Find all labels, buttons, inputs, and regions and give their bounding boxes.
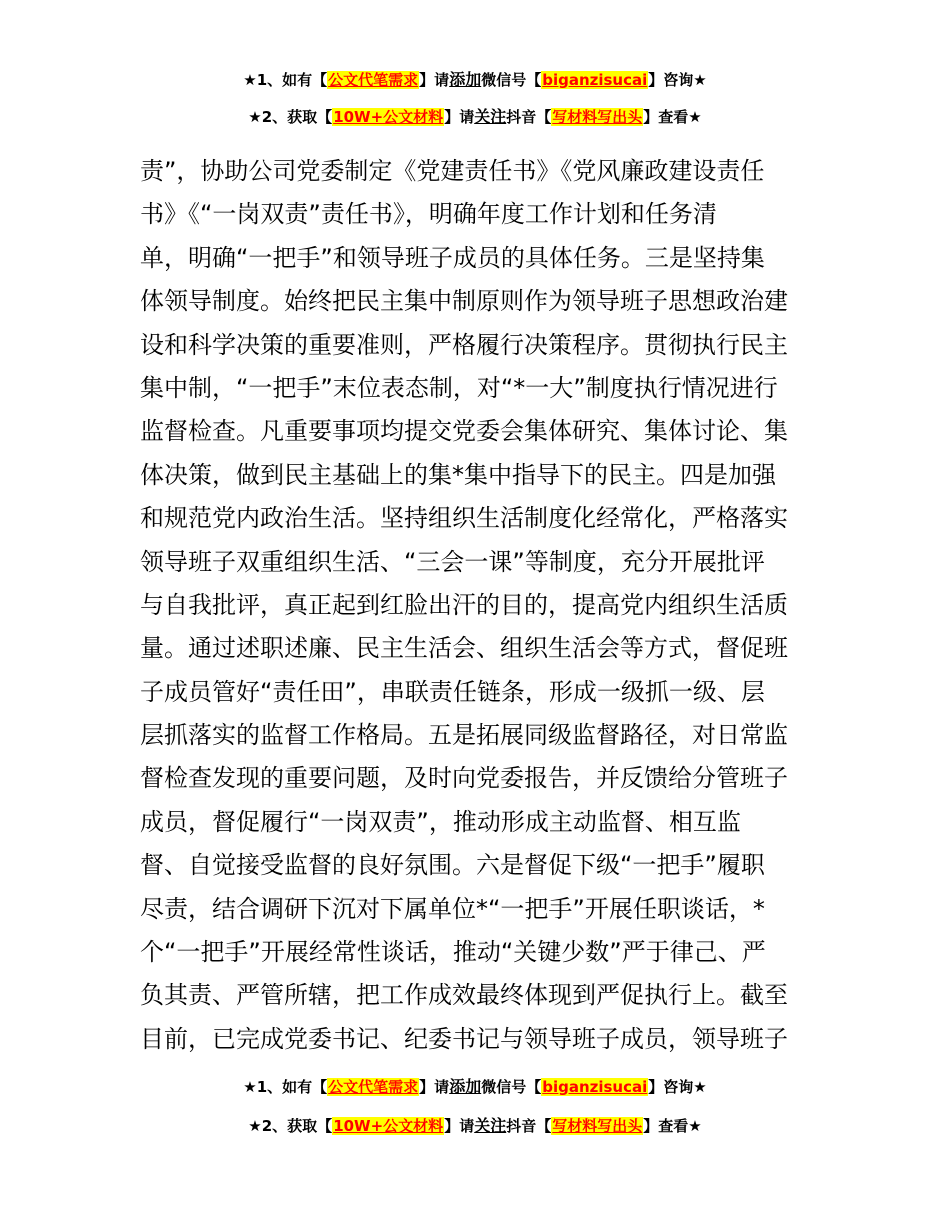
body-line: 体领导制度。始终把民主集中制原则作为领导班子思想政治建 — [140, 287, 788, 316]
promo-text: 微信号【 — [481, 1078, 542, 1096]
document-body — [140, 150, 816, 1061]
promo-line-1-top — [0, 70, 950, 90]
promo-highlight: biganzisucai — [542, 71, 648, 89]
promo-highlight: 10W+公文材料 — [333, 1117, 444, 1135]
promo-text: 】查看★ — [643, 108, 702, 126]
body-line: 责”，协助公司党委制定《党建责任书》《党风廉政建设责任 — [140, 157, 765, 185]
body-line: 和规范党内政治生活。坚持组织生活制度化经常化，严格落实 — [140, 504, 788, 533]
body-line: 个“一把手”开展经常性谈话，推动“关键少数”严于律己、严 — [140, 938, 766, 967]
promo-underline: 关注 — [474, 107, 507, 126]
promo-text: ★2、获取【 — [248, 1117, 333, 1135]
promo-highlight: 公文代笔需求 — [328, 71, 419, 89]
body-line: 监督检查。凡重要事项均提交党委会集体研究、集体讨论、集 — [140, 417, 788, 446]
promo-highlight: 公文代笔需求 — [328, 1078, 419, 1096]
body-line: 体决策，做到民主基础上的集*集中指导下的民主。四是加强 — [140, 460, 776, 489]
promo-line-1-bottom — [0, 1077, 950, 1097]
promo-text: 抖音【 — [506, 1117, 552, 1135]
body-line: 书》《“一岗双责”责任书》，明确年度工作计划和任务清 — [140, 200, 717, 229]
promo-highlight: 写材料写出头 — [552, 108, 643, 126]
body-line: 督检查发现的重要问题，及时向党委报告，并反馈给分管班子 — [140, 764, 788, 793]
promo-text: ★2、获取【 — [248, 108, 333, 126]
promo-text: 】咨询★ — [648, 71, 707, 89]
body-line: 尽责，结合调研下沉对下属单位*“一把手”开展任职谈话，* — [140, 894, 765, 923]
promo-text: ★1、如有【 — [243, 1078, 328, 1096]
body-line: 成员，督促履行“一岗双责”，推动形成主动监督、相互监 — [140, 807, 741, 836]
body-line: 层抓落实的监督工作格局。五是拓展同级监督路径，对日常监 — [140, 721, 788, 750]
body-line: 与自我批评，真正起到红脸出汗的目的，提高党内组织生活质 — [140, 590, 788, 619]
body-line: 单，明确“一把手”和领导班子成员的具体任务。三是坚持集 — [140, 243, 765, 272]
promo-text: 微信号【 — [481, 71, 542, 89]
promo-text: 】咨询★ — [648, 1078, 707, 1096]
promo-text: 】请 — [419, 71, 450, 89]
promo-highlight: biganzisucai — [542, 1078, 648, 1096]
body-line: 集中制，“一把手”末位表态制，对“*一大”制度执行情况进行 — [140, 373, 778, 402]
promo-underline: 添加 — [449, 1077, 482, 1096]
promo-text: 】查看★ — [643, 1117, 702, 1135]
promo-text: 】请 — [419, 1078, 450, 1096]
promo-text: ★1、如有【 — [243, 71, 328, 89]
body-line: 设和科学决策的重要准则，严格履行决策程序。贯彻执行民主 — [140, 330, 788, 359]
promo-text: 】请 — [444, 108, 475, 126]
promo-line-2-bottom — [0, 1116, 950, 1136]
promo-highlight: 写材料写出头 — [552, 1117, 643, 1135]
promo-highlight: 10W+公文材料 — [333, 108, 444, 126]
body-line: 目前，已完成党委书记、纪委书记与领导班子成员，领导班子 — [140, 1024, 788, 1053]
promo-text: 抖音【 — [506, 108, 552, 126]
body-line: 量。通过述职述廉、民主生活会、组织生活会等方式，督促班 — [140, 634, 788, 663]
body-line: 子成员管好“责任田”，串联责任链条，形成一级抓一级、层 — [140, 677, 765, 706]
body-line: 督、自觉接受监督的良好氛围。六是督促下级“一把手”履职 — [140, 851, 765, 880]
promo-text: 】请 — [444, 1117, 475, 1135]
body-line: 领导班子双重组织生活、“三会一课”等制度，充分开展批评 — [140, 547, 765, 576]
promo-underline: 关注 — [474, 1116, 507, 1135]
promo-underline: 添加 — [449, 70, 482, 89]
promo-line-2-top — [0, 107, 950, 127]
body-line: 负其责、严管所辖，把工作成效最终体现到严促执行上。截至 — [140, 981, 788, 1010]
